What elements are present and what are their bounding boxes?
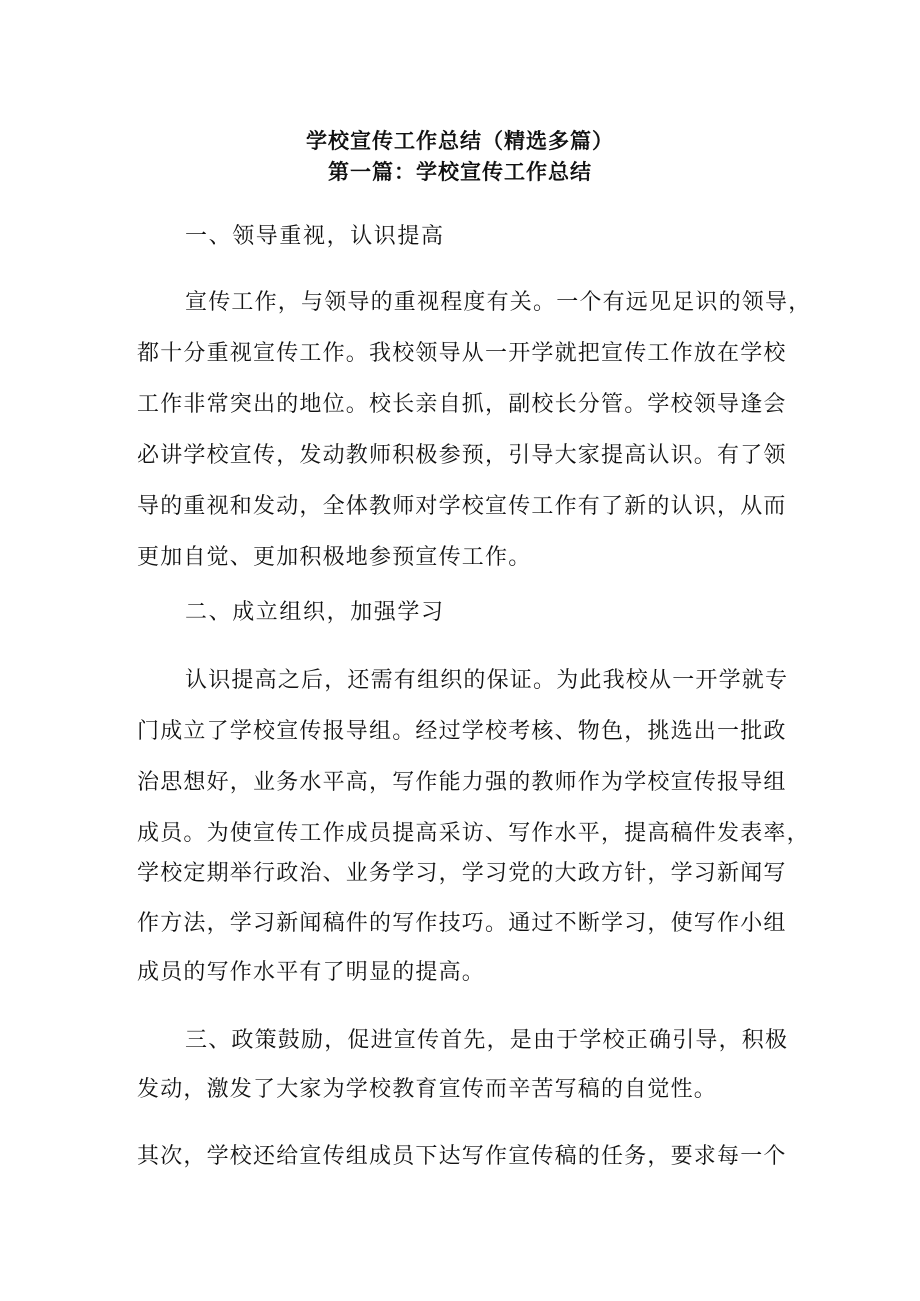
paragraph-line: 成员的写作水平有了明显的提高。 [137,960,486,985]
paragraph-line: 发动，激发了大家为学校教育宣传而辛苦写稿的自觉性。 [137,1077,718,1102]
paragraph-line: 门成立了学校宣传报导组。经过学校考核、物色，挑选出一批政 [137,719,787,744]
paragraph-line: 作方法，学习新闻稿件的写作技巧。通过不断学习，使写作小组 [137,911,787,936]
paragraph-line: 其次，学校还给宣传组成员下达写作宣传稿的任务，要求每一个 [137,1144,787,1169]
paragraph-line: 学校定期举行政治、业务学习，学习党的大政方针，学习新闻写 [137,861,787,886]
paragraph-line: 都十分重视宣传工作。我校领导从一开学就把宣传工作放在学校 [137,341,787,366]
paragraph-line: 工作非常突出的地位。校长亲自抓，副校长分管。学校领导逢会 [137,392,787,417]
paragraph-line: 宣传工作，与领导的重视程度有关。一个有远见足识的领导， [185,290,812,315]
paragraph-line: 更加自觉、更加积极地参预宣传工作。 [137,545,532,570]
paragraph-line: 成员。为使宣传工作成员提高采访、写作水平，提高稿件发表率， [137,821,810,846]
paragraph-line: 三、政策鼓励，促进宣传首先，是由于学校正确引导，积极 [185,1028,789,1053]
document-subtitle: 第一篇：学校宣传工作总结 [328,160,592,184]
paragraph-line: 认识提高之后，还需有组织的保证。为此我校从一开学就专 [185,668,789,693]
document-title: 学校宣传工作总结（精选多篇） [306,129,614,153]
section-heading-1: 一、领导重视，认识提高 [185,224,445,249]
section-heading-2: 二、成立组织，加强学习 [185,600,445,625]
paragraph-line: 导的重视和发动，全体教师对学校宣传工作有了新的认识，从而 [137,494,787,519]
paragraph-line: 治思想好，业务水平高，写作能力强的教师作为学校宣传报导组 [137,770,787,795]
paragraph-line: 必讲学校宣传，发动教师积极参预，引导大家提高认识。有了领 [137,443,787,468]
